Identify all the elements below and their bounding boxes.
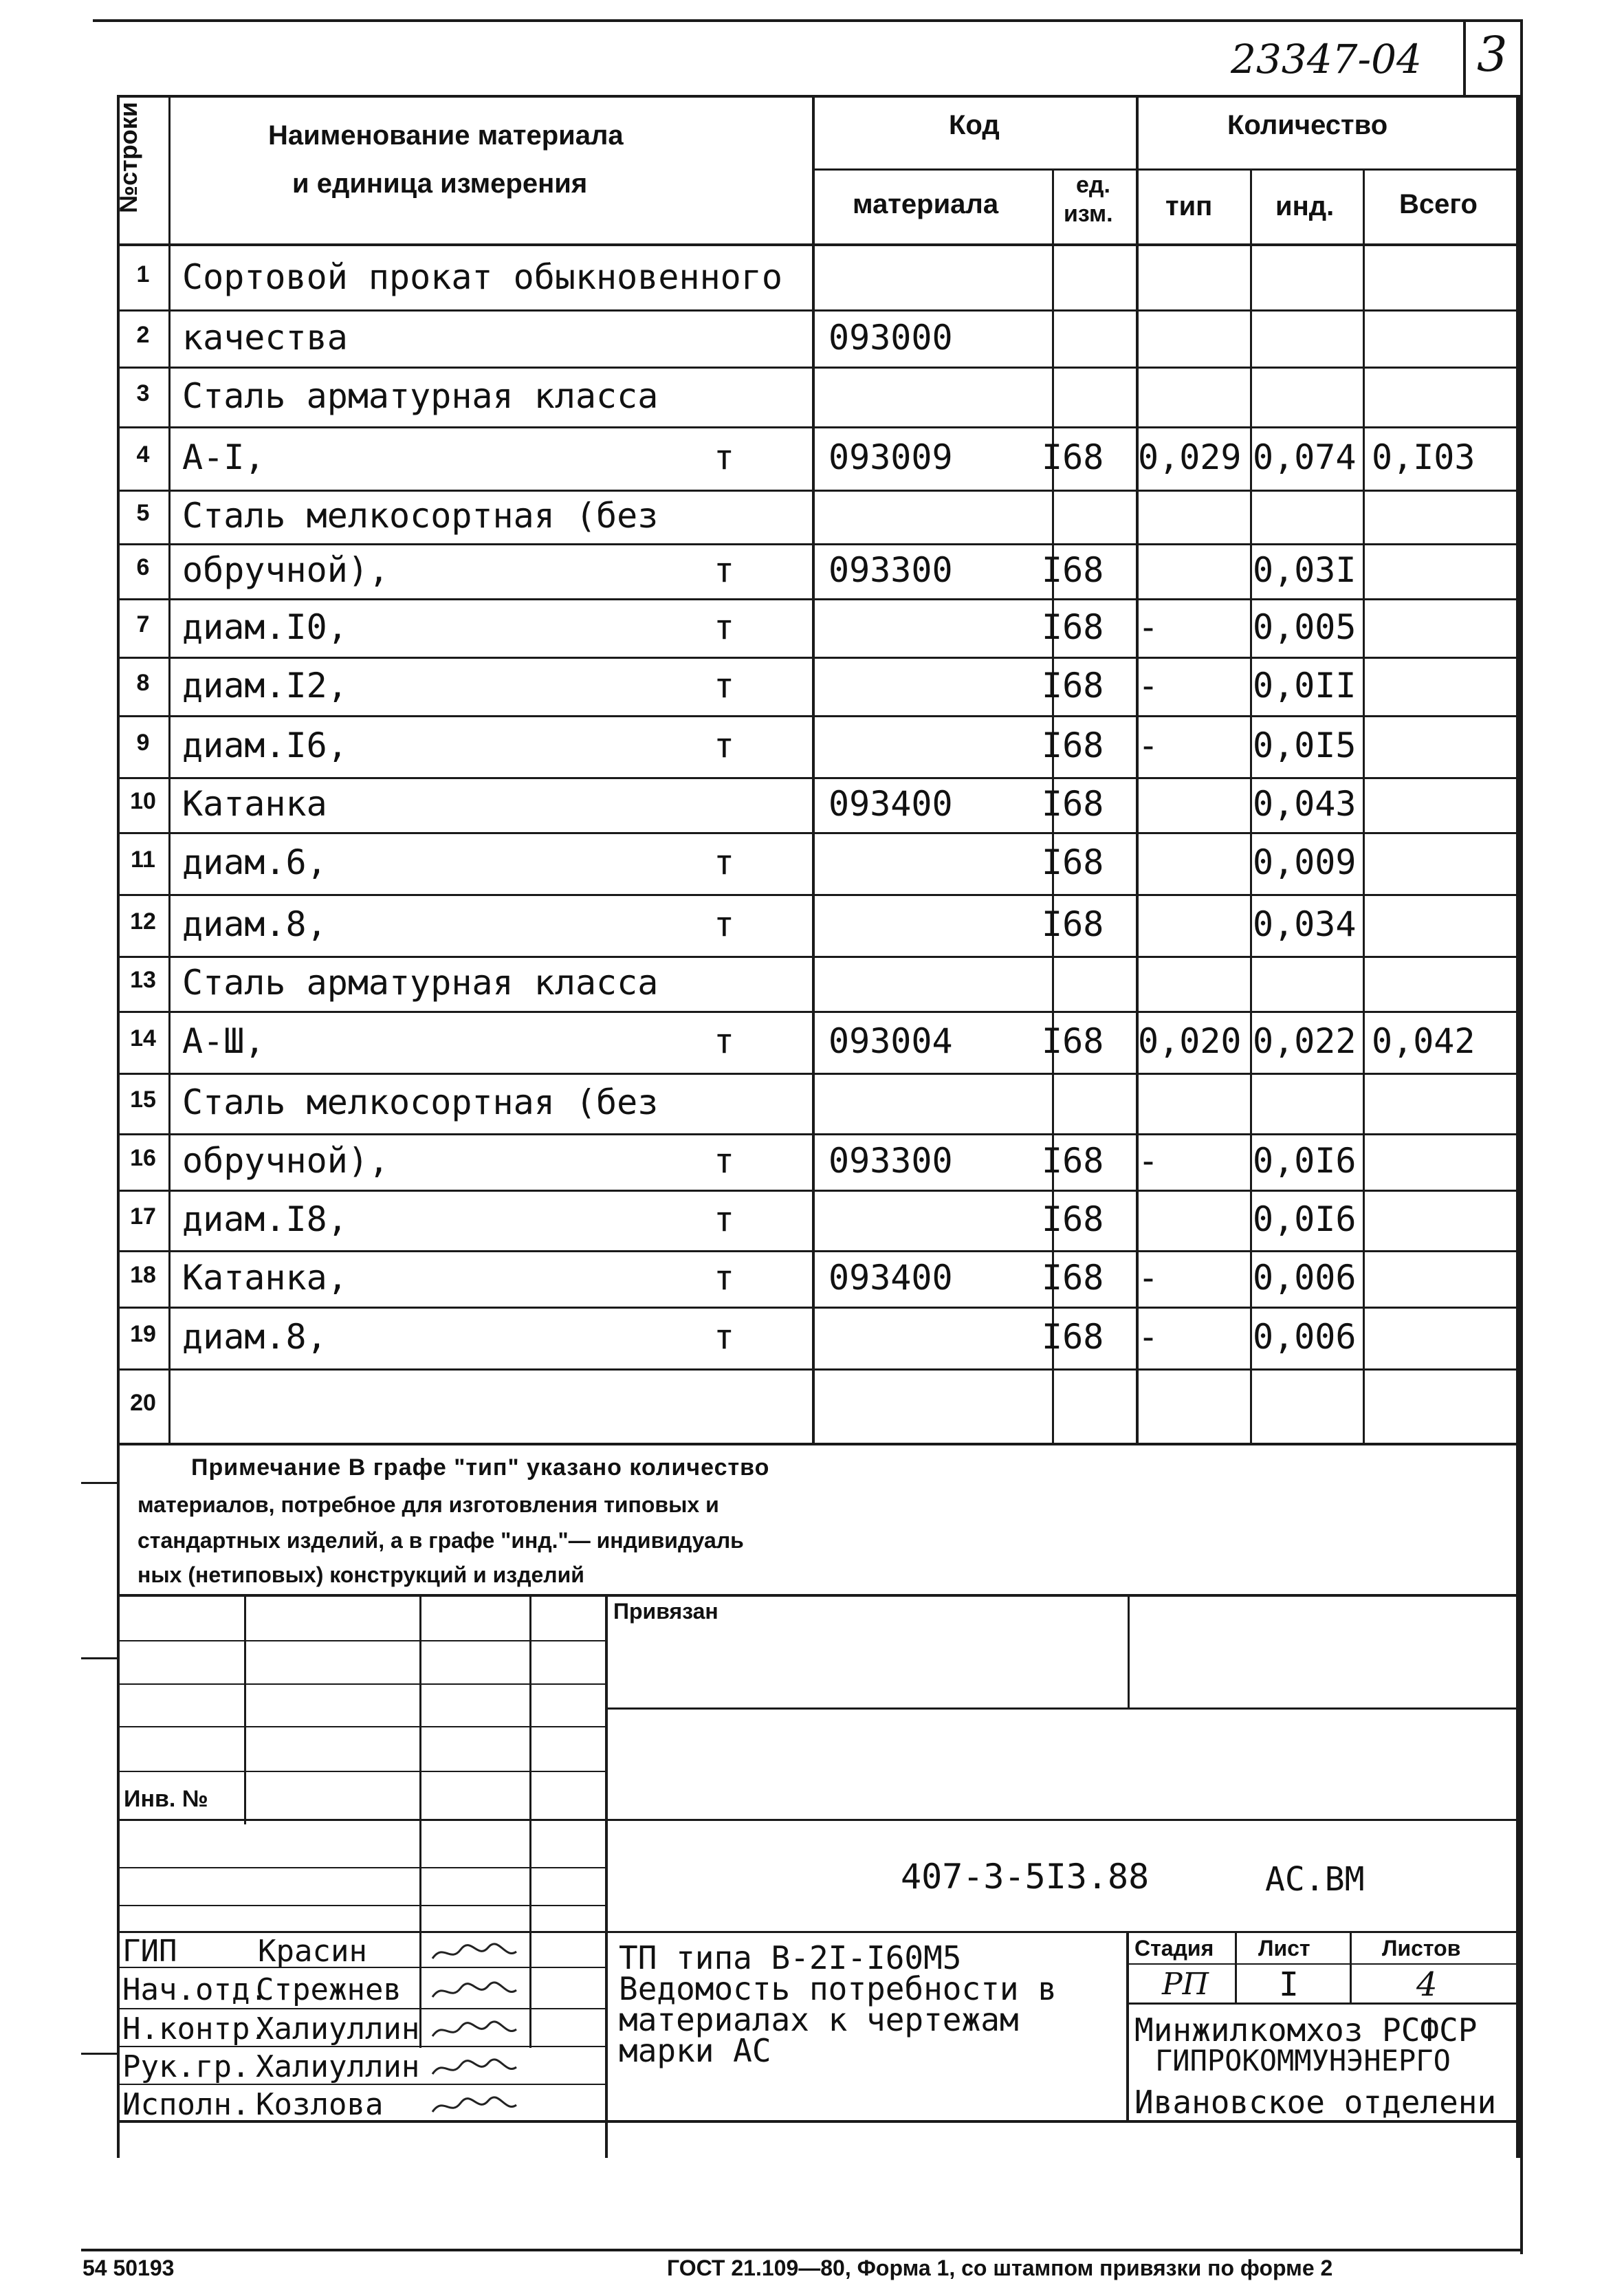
material-name: обручной), xyxy=(182,550,390,590)
stamp-sheet-divider xyxy=(1350,1931,1352,2003)
table-right xyxy=(1516,95,1520,2158)
quantity-ind: 0,006 xyxy=(1253,1258,1357,1298)
material-code: 093400 xyxy=(829,784,953,824)
title-line-1: ТП типа В-2I-I60М5 xyxy=(619,1939,962,1976)
sheet-corner-number: 3 xyxy=(1477,26,1508,83)
material-code: 093300 xyxy=(829,550,953,590)
row-line xyxy=(117,1307,1520,1309)
stamp-row-line-6 xyxy=(117,1905,606,1906)
row-unit-letter: т xyxy=(714,1141,735,1181)
quantity-ind: 0,009 xyxy=(1253,842,1357,882)
stamp-row-line-2 xyxy=(117,1683,606,1685)
inv-number-label: Инв. № xyxy=(124,1786,208,1812)
row-number: 8 xyxy=(136,670,150,696)
note-line-1: Примечание В графе "тип" указано количество xyxy=(191,1454,770,1481)
row-number: 11 xyxy=(131,847,155,873)
quantity-total-header: Всего xyxy=(1399,189,1478,219)
row-unit-letter: т xyxy=(714,550,735,590)
material-name: диам.I0, xyxy=(182,607,348,647)
row-line xyxy=(117,309,1520,312)
row-unit-letter: т xyxy=(714,842,735,882)
name-header-line1: Наименование материала xyxy=(268,120,624,151)
material-name: диам.I8, xyxy=(182,1199,348,1239)
unit-code: I68 xyxy=(1042,842,1104,882)
material-code: 093004 xyxy=(829,1021,953,1061)
signature-scribble xyxy=(430,2017,519,2044)
org-line-1: Минжилкомхоз РСФСР xyxy=(1134,2011,1478,2049)
quantity-total: 0,I03 xyxy=(1372,437,1475,477)
row-number: 9 xyxy=(136,730,150,756)
row-number: 7 xyxy=(136,611,150,637)
material-name: качества xyxy=(182,318,348,358)
sheet-value: I xyxy=(1279,1965,1299,2004)
material-code: 093000 xyxy=(829,318,953,358)
row-line xyxy=(117,426,1520,428)
quantity-ind: 0,006 xyxy=(1253,1317,1357,1357)
corner-divider xyxy=(1463,21,1466,95)
margin-tick-3 xyxy=(81,2053,119,2055)
row-line xyxy=(117,543,1520,545)
quantity-type: - xyxy=(1138,666,1159,706)
row-unit-letter: т xyxy=(714,1258,735,1298)
unit-code: I68 xyxy=(1042,550,1104,590)
row-number-header: №строки xyxy=(114,102,142,213)
row-line xyxy=(117,715,1520,717)
material-name: А-Ш, xyxy=(182,1021,265,1061)
quantity-ind: 0,074 xyxy=(1253,437,1357,477)
title-line-3: материалах к чертежам xyxy=(619,2001,1019,2038)
material-name: диам.8, xyxy=(182,1317,327,1357)
frame-top xyxy=(93,19,1523,22)
unit-code: I68 xyxy=(1042,1317,1104,1357)
row-unit-letter: т xyxy=(714,1317,735,1357)
quantity-total: 0,042 xyxy=(1372,1021,1475,1061)
bound-label: Привязан xyxy=(613,1599,718,1624)
row-number: 12 xyxy=(130,908,156,935)
row-line xyxy=(117,1011,1520,1013)
unit-code: I68 xyxy=(1042,1258,1104,1298)
stamp-left-col-2 xyxy=(419,1594,421,2048)
material-name: диам.8, xyxy=(182,904,327,944)
stamp-role: Рук.гр. xyxy=(122,2049,250,2084)
material-name: обручной), xyxy=(182,1141,390,1181)
stamp-role: Н.контр. xyxy=(122,2011,268,2047)
unit-code: I68 xyxy=(1042,666,1104,706)
stamp-person-name: Козлова xyxy=(256,2087,384,2122)
unit-code: I68 xyxy=(1042,1141,1104,1181)
material-name: Сталь мелкосортная (без xyxy=(182,1082,659,1122)
code-unit-header-line2: изм. xyxy=(1064,201,1113,227)
signature-scribble xyxy=(430,2093,519,2120)
signature-scribble xyxy=(430,1978,519,2005)
sheet-label: Лист xyxy=(1258,1936,1310,1961)
unit-code: I68 xyxy=(1042,784,1104,824)
row-unit-letter: т xyxy=(714,1199,735,1239)
sheets-label: Листов xyxy=(1382,1936,1461,1961)
row-number: 6 xyxy=(136,554,150,580)
row-number: 13 xyxy=(130,967,156,993)
row-number: 5 xyxy=(136,500,150,526)
header-bottom xyxy=(117,243,1520,246)
col-line-type xyxy=(1250,168,1252,1444)
quantity-ind: 0,0I6 xyxy=(1253,1199,1357,1239)
code-unit-header-line1: ед. xyxy=(1076,172,1110,198)
row-number: 15 xyxy=(130,1087,156,1113)
row-line xyxy=(117,1368,1520,1371)
stamp-stage-mid xyxy=(1128,1963,1520,1965)
col-line-ind xyxy=(1363,168,1365,1444)
stamp-left-col-3 xyxy=(529,1594,531,2048)
stamp-row-line-3 xyxy=(117,1726,606,1727)
unit-code: I68 xyxy=(1042,437,1104,477)
row-line xyxy=(117,894,1520,896)
org-line-2: ГИПРОКОММУНЭНЕРГО xyxy=(1155,2044,1451,2077)
signature-scribble xyxy=(430,1939,519,1967)
row-number: 14 xyxy=(130,1025,156,1051)
row-line xyxy=(117,1073,1520,1075)
table-top xyxy=(117,95,1520,98)
col-line-rownum xyxy=(168,95,171,1444)
stamp-bound-bottom xyxy=(605,1707,1520,1710)
material-name: диам.I6, xyxy=(182,725,348,765)
row-number: 4 xyxy=(136,441,150,468)
stamp-person-name: Стрежнев xyxy=(256,1972,402,2007)
stamp-person-name: Халиуллин xyxy=(256,2049,420,2084)
stamp-role: Исполн. xyxy=(122,2087,250,2122)
quantity-ind: 0,034 xyxy=(1253,904,1357,944)
quantity-type: 0,029 xyxy=(1138,437,1242,477)
name-header-line2: и единица измерения xyxy=(292,168,588,199)
row-line xyxy=(117,777,1520,779)
row-unit-letter: т xyxy=(714,1021,735,1061)
material-code: 093400 xyxy=(829,1258,953,1298)
quantity-ind: 0,0I6 xyxy=(1253,1141,1357,1181)
stamp-title-right xyxy=(1126,1931,1129,2122)
quantity-type: - xyxy=(1138,1141,1159,1181)
signature-scribble xyxy=(430,2055,519,2082)
material-code: 093009 xyxy=(829,437,953,477)
row-unit-letter: т xyxy=(714,607,735,647)
stamp-stage-divider xyxy=(1235,1931,1237,2003)
row-line xyxy=(117,1250,1520,1252)
org-line-3: Ивановское отделени xyxy=(1134,2084,1497,2121)
quantity-ind: 0,0II xyxy=(1253,666,1357,706)
material-name: Сталь арматурная класса xyxy=(182,376,659,416)
row-unit-letter: т xyxy=(714,666,735,706)
quantity-ind: 0,022 xyxy=(1253,1021,1357,1061)
stamp-left-col-4 xyxy=(605,1594,608,2158)
col-line-name xyxy=(812,95,815,1444)
code-header: Код xyxy=(949,110,1000,140)
code-header-divider xyxy=(813,168,1520,171)
quantity-ind: 0,03I xyxy=(1253,550,1357,590)
doc-code: 407-3-5I3.88 xyxy=(901,1857,1150,1897)
material-name: диам.I2, xyxy=(182,666,348,706)
sheets-value: 4 xyxy=(1416,1965,1438,2004)
quantity-type: - xyxy=(1138,1317,1159,1357)
unit-code: I68 xyxy=(1042,725,1104,765)
quantity-ind: 0,043 xyxy=(1253,784,1357,824)
stamp-person-name: Красин xyxy=(258,1934,367,1969)
material-name: Катанка, xyxy=(182,1258,348,1298)
note-line-2: материалов, потребное для изготовления типовых и xyxy=(138,1492,719,1517)
stamp-row-line-1 xyxy=(117,1640,606,1641)
footer-left: 54 50193 xyxy=(83,2256,175,2280)
row-number: 3 xyxy=(136,380,150,406)
stamp-inv-line xyxy=(117,1819,1520,1821)
doc-number: 23347-04 xyxy=(1231,36,1422,83)
stamp-top-line xyxy=(117,1594,1520,1597)
row-line xyxy=(117,1133,1520,1135)
row-unit-letter: т xyxy=(714,904,735,944)
note-top-line xyxy=(117,1443,1520,1445)
margin-tick-1 xyxy=(81,1482,119,1484)
stamp-role: Нач.отд. xyxy=(122,1972,268,2007)
row-number: 16 xyxy=(130,1145,156,1171)
unit-code: I68 xyxy=(1042,607,1104,647)
stage-value: РП xyxy=(1162,1967,1209,2002)
material-name: Сталь арматурная класса xyxy=(182,963,659,1003)
footer-right: ГОСТ 21.109—80, Форма 1, со штампом привязки по форме 2 xyxy=(667,2256,1333,2280)
material-name: Сталь мелкосортная (без xyxy=(182,496,659,536)
margin-tick-2 xyxy=(81,1657,119,1659)
row-number: 10 xyxy=(130,788,156,814)
unit-code: I68 xyxy=(1042,904,1104,944)
row-line xyxy=(117,490,1520,492)
code-material-header: материала xyxy=(853,189,999,219)
quantity-ind: 0,005 xyxy=(1253,607,1357,647)
stamp-left-col-1 xyxy=(244,1594,246,1824)
row-unit-letter: т xyxy=(714,437,735,477)
stamp-role: ГИП xyxy=(122,1934,177,1969)
row-number: 20 xyxy=(130,1390,156,1416)
unit-code: I68 xyxy=(1042,1199,1104,1239)
frame-right xyxy=(1520,19,1523,2254)
note-line-3: стандартных изделий, а в графе "инд."— индивидуаль xyxy=(138,1528,744,1553)
quantity-type: 0,020 xyxy=(1138,1021,1242,1061)
material-code: 093300 xyxy=(829,1141,953,1181)
row-number: 2 xyxy=(136,322,150,348)
stamp-stage-bottom xyxy=(1128,2002,1520,2005)
row-line xyxy=(117,832,1520,834)
frame-bottom xyxy=(81,2249,1523,2251)
material-name: диам.6, xyxy=(182,842,327,882)
quantity-ind: 0,0I5 xyxy=(1253,725,1357,765)
stamp-person-name: Халиуллин xyxy=(256,2011,420,2047)
material-name: Катанка xyxy=(182,784,327,824)
quantity-type-header: тип xyxy=(1165,191,1213,221)
row-line xyxy=(117,956,1520,958)
quantity-type: - xyxy=(1138,1258,1159,1298)
row-number: 18 xyxy=(130,1262,156,1288)
stamp-code-bottom xyxy=(117,1931,1520,1933)
row-line xyxy=(117,1190,1520,1192)
row-number: 17 xyxy=(130,1203,156,1230)
quantity-ind-header: инд. xyxy=(1275,191,1335,221)
title-line-4: марки АС xyxy=(619,2032,771,2069)
row-line xyxy=(117,598,1520,600)
row-number: 19 xyxy=(130,1321,156,1347)
title-line-2: Ведомость потребности в xyxy=(619,1970,1057,2007)
stamp-people-row-2 xyxy=(117,2008,606,2009)
col-line-unit xyxy=(1136,95,1139,1444)
stamp-row-line-5 xyxy=(117,1867,606,1868)
doc-mark: АС.ВМ xyxy=(1265,1860,1365,1899)
stamp-bound-right xyxy=(1128,1594,1130,1707)
quantity-type: - xyxy=(1138,607,1159,647)
row-line xyxy=(117,367,1520,369)
stage-label: Стадия xyxy=(1134,1936,1214,1961)
note-line-4: ных (нетиповых) конструкций и изделий xyxy=(138,1562,584,1587)
stamp-row-line-4 xyxy=(117,1771,606,1772)
quantity-header: Количество xyxy=(1227,110,1388,140)
material-name: Сортовой прокат обыкновенного xyxy=(182,257,782,297)
quantity-type: - xyxy=(1138,725,1159,765)
row-unit-letter: т xyxy=(714,725,735,765)
row-number: 1 xyxy=(136,261,150,287)
material-name: А-I, xyxy=(182,437,265,477)
unit-code: I68 xyxy=(1042,1021,1104,1061)
row-line xyxy=(117,657,1520,659)
